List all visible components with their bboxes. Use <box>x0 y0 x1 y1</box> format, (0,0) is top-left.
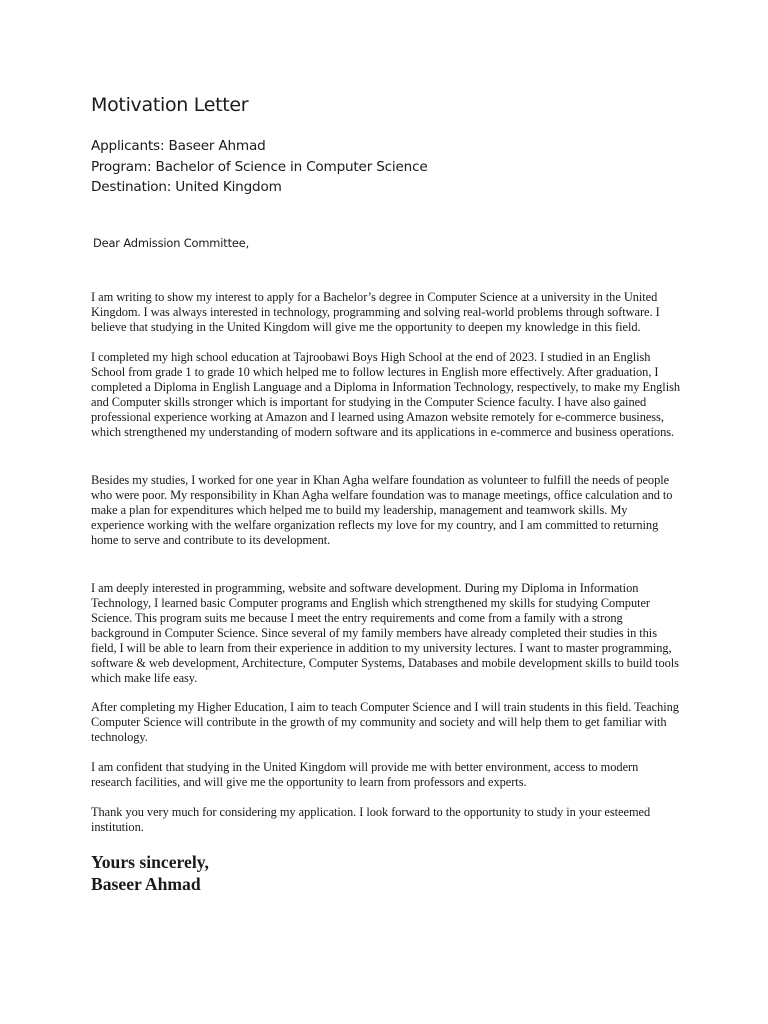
paragraph-education: I completed my high school education at Tajroobawi Boys High School at the end of 2023. I studied in an English School from grade 1 to grade 10 which helped me to follow lectures in English more effectively. After graduation, I completed a Diploma in English Language and a Diploma in Information Technology, respectively, to make my English and Computer skills stronger which is important for studying in the Computer Science faculty. I have also gained professional experience working at Amazon and I learned using Amazon website remotely for e-commerce business, which strengthened my understanding of modern software and its applications in e-commerce and business operations. <box>91 350 681 439</box>
paragraph-goals: After completing my Higher Education, I aim to teach Computer Science and I will train students in this field. Teaching Computer Science will contribute in the growth of my community and society and will help them to get familiar with technology. <box>91 700 679 744</box>
paragraph-confidence: I am confident that studying in the United Kingdom will provide me with better environment, access to modern research facilities, and will give me the opportunity to learn from professors and experts. <box>91 760 639 789</box>
applicant-details <box>91 136 428 198</box>
applicant-name: Applicants: Baseer Ahmad <box>91 138 266 154</box>
paragraph-interests: I am deeply interested in programming, website and software development. During my Diploma in Information Technology, I learned basic Computer programs and English which strengthened my skills for studying Computer Science. This program suits me because I meet the entry requirements and come from a family with a strong background in Computer Science. Since several of my family members have already completed their studies in this field, I will be able to learn from their experience in addition to my university lectures. I want to master programming, software & web development, Architecture, Computer Systems, Databases and mobile development skills to build tools which make life easy. <box>91 581 679 685</box>
paragraph-volunteering: Besides my studies, I worked for one year in Khan Agha welfare foundation as volunteer to fulfill the needs of people who were poor. My responsibility in Khan Agha welfare foundation was to manage meetings, office calculation and to make a plan for expenditures which helped me to build my leadership, management and teamwork skills. My experience working with the welfare organization reflects my love for my country, and I am committed to returning home to serve and contribute to its development. <box>91 473 673 547</box>
salutation: Dear Admission Committee, <box>93 236 250 250</box>
signature-name: Baseer Ahmad <box>91 874 201 894</box>
destination-country: Destination: United Kingdom <box>91 179 282 195</box>
program-name: Program: Bachelor of Science in Computer Science <box>91 158 428 175</box>
closing-phrase: Yours sincerely, <box>91 852 209 872</box>
paragraph-intro: I am writing to show my interest to apply for a Bachelor’s degree in Computer Science at a university in the United Kingdom. I was always interested in technology, programming and solving real-world problems through software. I believe that studying in the United Kingdom will give me the opportunity to deepen my knowledge in this field. <box>91 290 660 334</box>
paragraph-thanks: Thank you very much for considering my application. I look forward to the opportunity to study in your esteemed institution. <box>91 805 651 834</box>
letter-title: Motivation Letter <box>91 94 249 116</box>
signature-block <box>91 851 209 895</box>
